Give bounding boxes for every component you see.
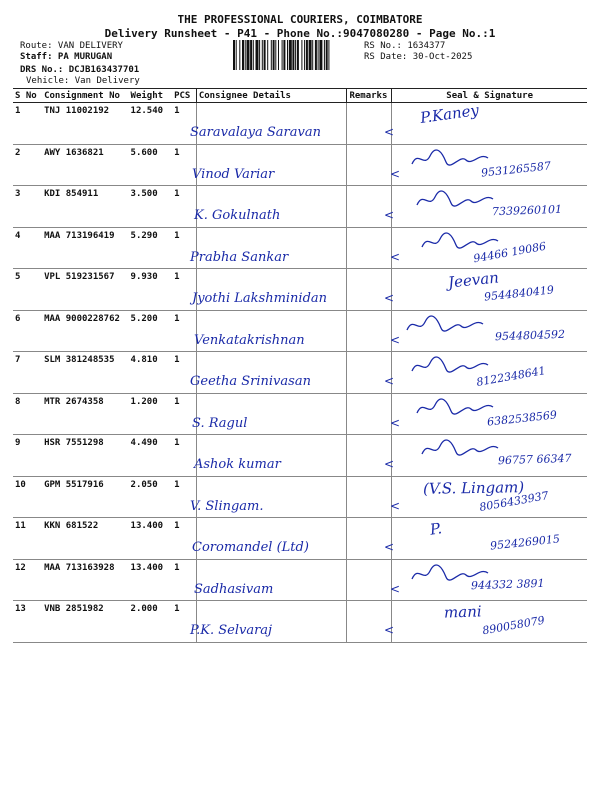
- signature-scrawl: [405, 314, 485, 336]
- tick-mark-icon: <: [384, 374, 395, 388]
- barcode-bar: [319, 40, 322, 70]
- row-sno: 2: [13, 144, 42, 186]
- row-weight: 9.930: [129, 269, 173, 311]
- signature-stroke: [407, 315, 483, 330]
- handwritten-consignee: Saravalaya Saravan: [190, 125, 321, 140]
- barcode-bar: [250, 40, 252, 70]
- barcode-bar: [326, 40, 328, 70]
- handwritten-consignee: Jyothi Lakshminidan: [192, 291, 328, 306]
- row-consignment-no: HSR 7551298: [42, 435, 128, 477]
- barcode-bar: [233, 40, 235, 70]
- row-weight: 5.290: [129, 227, 173, 269]
- row-weight: 13.400: [129, 559, 173, 601]
- handwritten-consignee: Geetha Srinivasan: [190, 374, 311, 389]
- barcode-bar: [289, 40, 292, 70]
- barcode-bar: [306, 40, 308, 70]
- row-pcs: 1: [172, 186, 196, 228]
- col-remarks: Remarks: [347, 89, 392, 103]
- handwritten-phone: 8056433937: [478, 488, 550, 514]
- row-weight: 1.200: [129, 393, 173, 435]
- tick-mark-icon: <: [390, 249, 401, 264]
- handwritten-consignee: V. Slingam.: [190, 498, 264, 514]
- col-seal-signature: Seal & Signature: [392, 89, 587, 103]
- barcode-bar: [287, 40, 288, 70]
- barcode-bar: [324, 40, 325, 70]
- row-sno: 4: [13, 227, 42, 269]
- handwritten-consignee: Prabha Sankar: [190, 249, 289, 265]
- meta-left: [20, 41, 140, 86]
- row-sno: 8: [13, 393, 42, 435]
- barcode-bar: [236, 40, 237, 70]
- handwritten-phone: 96757 66347: [497, 451, 572, 468]
- barcode-bar: [295, 40, 296, 70]
- row-pcs: 1: [172, 310, 196, 352]
- row-pcs: 1: [172, 269, 196, 311]
- barcode-bar: [309, 40, 312, 70]
- barcode-bar: [328, 40, 329, 70]
- barcode-bar: [278, 40, 279, 70]
- barcode-bar: [312, 40, 313, 70]
- barcode-bar: [262, 40, 263, 70]
- col-pcs: PCS: [172, 89, 196, 103]
- handwritten-signature: P.: [428, 519, 444, 539]
- row-consignment-no: TNJ 11002192: [42, 103, 128, 145]
- row-weight: 2.050: [129, 476, 173, 518]
- barcode-bar: [271, 40, 272, 70]
- row-sno: 12: [13, 559, 42, 601]
- row-sno: 5: [13, 269, 42, 311]
- row-pcs: 1: [172, 559, 196, 601]
- handwritten-phone: 890058079: [481, 613, 546, 638]
- row-weight: 5.200: [129, 310, 173, 352]
- row-weight: 12.540: [129, 103, 173, 145]
- row-weight: 13.400: [129, 518, 173, 560]
- row-sno: 9: [13, 435, 42, 477]
- tick-mark-icon: <: [390, 498, 401, 513]
- row-sno: 1: [13, 103, 42, 145]
- row-weight: 2.000: [129, 601, 173, 643]
- handwritten-signature: (V.S. Lingam): [422, 477, 525, 498]
- row-consignment-no: AWY 1636821: [42, 144, 128, 186]
- barcode-bar: [304, 40, 305, 70]
- row-consignment-no: KKN 681522: [42, 518, 128, 560]
- row-pcs: 1: [172, 601, 196, 643]
- signature-stroke: [412, 149, 488, 164]
- signature-scrawl: [415, 397, 495, 419]
- handwritten-phone: 94466 19086: [472, 239, 548, 265]
- row-pcs: 1: [172, 393, 196, 435]
- barcode-bar: [247, 40, 250, 70]
- col-sno: S No: [13, 89, 42, 103]
- barcode-bar: [292, 40, 294, 70]
- barcode-bar: [239, 40, 240, 70]
- row-sno: 6: [13, 310, 42, 352]
- signature-stroke: [417, 191, 493, 206]
- handwritten-signature: P.Kaney: [419, 100, 480, 128]
- row-remarks: [347, 476, 392, 518]
- tick-mark-icon: <: [390, 581, 401, 596]
- row-consignment-no: VNB 2851982: [42, 601, 128, 643]
- row-weight: 5.600: [129, 144, 173, 186]
- signature-stroke: [412, 357, 488, 372]
- tick-mark-icon: <: [384, 623, 395, 637]
- company-title: THE PROFESSIONAL COURIERS, COIMBATORE: [177, 13, 423, 26]
- barcode-bar: [315, 40, 317, 70]
- meta-right: [364, 41, 472, 62]
- barcode-bar: [282, 40, 283, 70]
- row-weight: 4.810: [129, 352, 173, 394]
- row-pcs: 1: [172, 352, 196, 394]
- row-remarks: [347, 393, 392, 435]
- row-pcs: 1: [172, 435, 196, 477]
- row-consignment-no: MAA 713163928: [42, 559, 128, 601]
- row-sno: 11: [13, 518, 42, 560]
- tick-mark-icon: <: [384, 208, 395, 222]
- row-sno: 13: [13, 601, 42, 643]
- row-consignment-no: MTR 2674358: [42, 393, 128, 435]
- handwritten-signature: Jeevan: [447, 268, 500, 292]
- handwritten-phone: 9524269015: [489, 532, 561, 553]
- row-consignment-no: MAA 9000228762: [42, 310, 128, 352]
- barcode-bar: [267, 40, 268, 70]
- signature-stroke: [417, 398, 493, 413]
- tick-mark-icon: <: [390, 166, 401, 181]
- tick-mark-icon: <: [390, 415, 401, 430]
- col-consignee: Consignee Details: [196, 89, 347, 103]
- staff-label: Staff: PA MURUGAN: [20, 51, 113, 62]
- handwritten-phone: 8122348641: [475, 364, 547, 389]
- handwritten-phone: 9531265587: [480, 158, 552, 180]
- handwritten-consignee: Venkatakrishnan: [194, 332, 305, 348]
- row-sno: 7: [13, 352, 42, 394]
- row-remarks: [347, 310, 392, 352]
- handwritten-phone: 9544840419: [483, 283, 555, 304]
- signature-stroke: [422, 232, 498, 247]
- handwritten-phone: 7339260101: [491, 202, 563, 219]
- route-label: Route: VAN DELIVERY: [20, 41, 123, 51]
- row-sno: 10: [13, 476, 42, 518]
- barcode-bar: [318, 40, 319, 70]
- handwritten-consignee: P.K. Selvaraj: [190, 623, 273, 638]
- tick-mark-icon: <: [384, 457, 395, 471]
- tick-mark-icon: <: [384, 291, 395, 305]
- handwritten-consignee: K. Gokulnath: [194, 208, 281, 223]
- row-remarks: [347, 559, 392, 601]
- tick-mark-icon: <: [390, 332, 401, 347]
- barcode-bar: [253, 40, 254, 70]
- signature-scrawl: [420, 438, 500, 460]
- signature-stroke: [412, 564, 488, 579]
- col-weight: Weight: [129, 89, 173, 103]
- row-weight: 3.500: [129, 186, 173, 228]
- runsheet-subtitle: Delivery Runsheet - P41 - Phone No.:9047080280 - Page No.:1: [104, 27, 496, 40]
- barcode-bar: [273, 40, 275, 70]
- barcode-bar: [259, 40, 260, 70]
- drs-barcode: [233, 40, 359, 70]
- handwritten-consignee: Sadhasivam: [194, 581, 274, 597]
- handwritten-phone: 944332 3891: [470, 576, 545, 592]
- barcode-bar: [275, 40, 276, 70]
- handwritten-consignee: Coromandel (Ltd): [192, 540, 309, 555]
- signature-stroke: [422, 440, 498, 455]
- row-weight: 4.490: [129, 435, 173, 477]
- barcode-bar: [301, 40, 302, 70]
- tick-mark-icon: <: [384, 125, 395, 139]
- row-consignment-no: SLM 381248535: [42, 352, 128, 394]
- row-consignment-no: GPM 5517916: [42, 476, 128, 518]
- rs-number: RS No.: 1634377: [364, 41, 446, 51]
- row-pcs: 1: [172, 144, 196, 186]
- row-consignment-no: MAA 713196419: [42, 227, 128, 269]
- barcode-bar: [242, 40, 244, 70]
- signature-scrawl: [410, 355, 490, 377]
- handwritten-phone: 9544804592: [494, 327, 566, 343]
- row-consignment-no: VPL 519231567: [42, 269, 128, 311]
- handwritten-consignee: S. Ragul: [192, 415, 248, 431]
- signature-scrawl: [415, 189, 495, 211]
- handwritten-consignee: Vinod Variar: [192, 166, 275, 182]
- handwritten-consignee: Ashok kumar: [194, 457, 281, 472]
- handwritten-signature: mani: [443, 602, 482, 622]
- row-pcs: 1: [172, 518, 196, 560]
- row-remarks: [347, 227, 392, 269]
- drs-label: DRS No.: DCJB163437701: [20, 65, 140, 75]
- signature-scrawl: [410, 148, 490, 170]
- col-consignment: Consignment No: [42, 89, 128, 103]
- row-pcs: 1: [172, 227, 196, 269]
- rs-date: RS Date: 30-Oct-2025: [364, 51, 473, 62]
- row-consignment-no: KDI 854911: [42, 186, 128, 228]
- row-pcs: 1: [172, 476, 196, 518]
- row-sno: 3: [13, 186, 42, 228]
- barcode-bar: [245, 40, 246, 70]
- barcode-bar: [256, 40, 259, 70]
- tick-mark-icon: <: [384, 540, 395, 554]
- vehicle-label: Vehicle: Van Delivery: [26, 75, 140, 86]
- table-header-row: [13, 89, 587, 103]
- handwritten-phone: 6382538569: [486, 407, 558, 429]
- barcode-bar: [283, 40, 285, 70]
- barcode-bar: [264, 40, 266, 70]
- barcode-bar: [297, 40, 299, 70]
- row-pcs: 1: [172, 103, 196, 145]
- row-remarks: [347, 144, 392, 186]
